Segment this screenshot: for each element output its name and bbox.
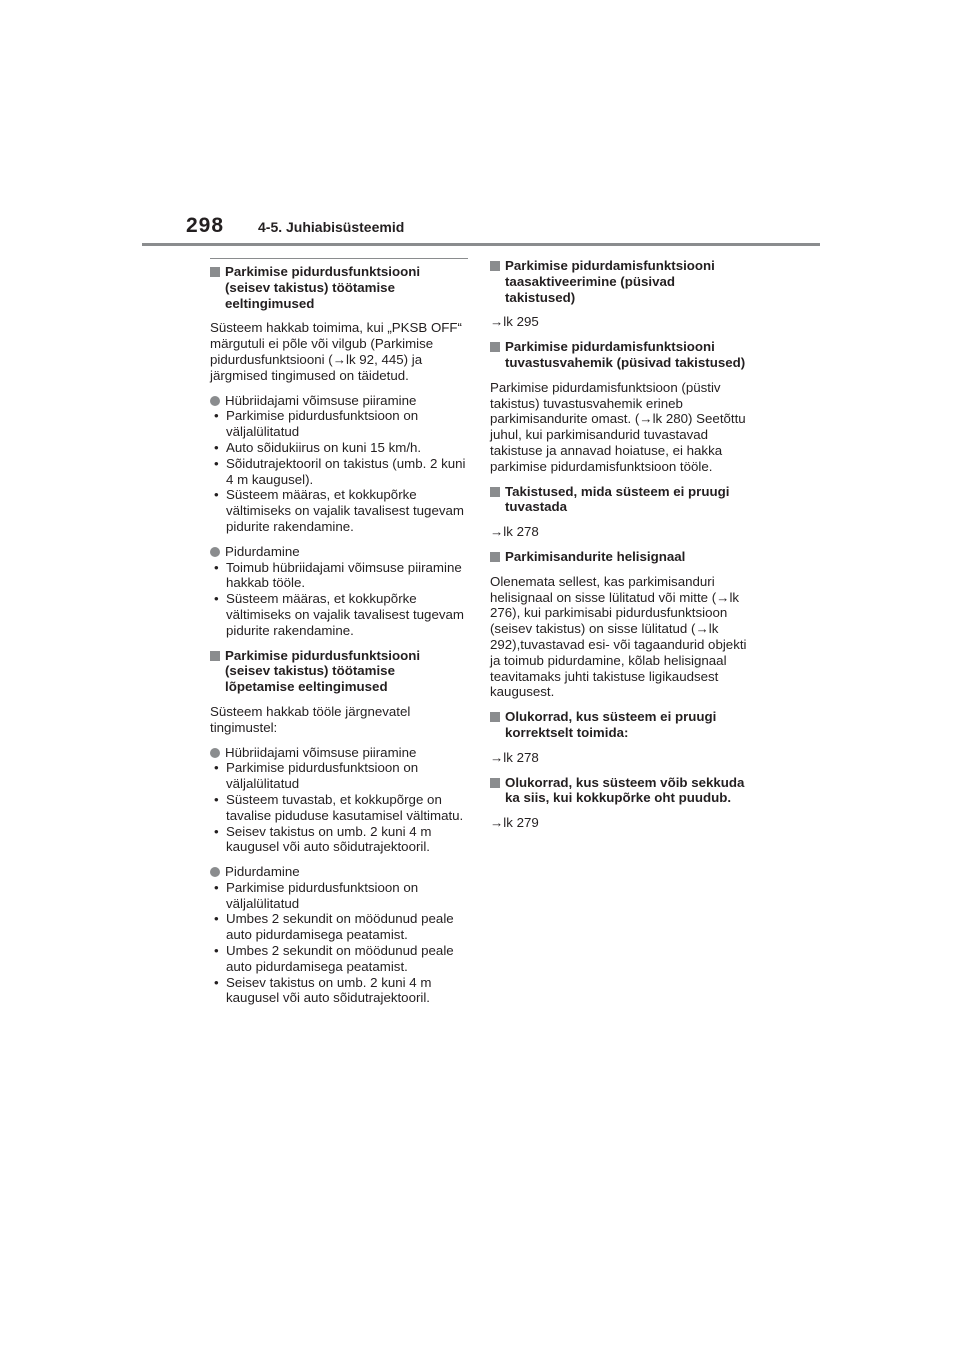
paragraph: Süsteem hakkab toimima, kui „PKSB OFF“ märgutuli ei põle või vilgub (Parkimise pidurdusfunktsiooni (→lk 92, 445) ja järgmised tingimused on täidetud. bbox=[210, 320, 462, 383]
column-divider bbox=[210, 258, 468, 259]
list-item: • Süsteem määras, et kokkupõrke vältimiseks on vajalik tavalisest tugevam pidurite rakendamine. bbox=[210, 591, 468, 638]
list-item: • Parkimise pidurdusfunktsioon on väljalülitatud bbox=[210, 760, 468, 792]
heading-text: Parkimise pidurdusfunktsiooni (seisev takistus) töötamise lõpetamise eeltingimused bbox=[225, 647, 421, 695]
heading-text: Parkimise pidurdamisfunktsiooni tuvastusvahemik (püsivad takistused) bbox=[505, 339, 746, 370]
square-marker-icon bbox=[490, 712, 500, 722]
condition-group bbox=[210, 544, 468, 639]
circle-marker-icon bbox=[210, 748, 220, 758]
group-title-text: Pidurdamine bbox=[225, 864, 300, 880]
list-item: • Umbes 2 sekundit on möödunud peale auto pidurdamisega peatamist. bbox=[210, 911, 468, 943]
page-reference[interactable]: →lk 279 bbox=[490, 815, 539, 831]
group-title-text: Hübriidajami võimsuse piiramine bbox=[225, 392, 417, 408]
section-heading bbox=[490, 709, 748, 741]
section-title: 4-5. Juhiabisüsteemid bbox=[258, 219, 405, 235]
left-column bbox=[210, 258, 468, 1015]
header-divider bbox=[142, 243, 820, 246]
section-heading bbox=[490, 484, 748, 516]
circle-marker-icon bbox=[210, 547, 220, 557]
page-header bbox=[0, 0, 960, 250]
condition-group bbox=[210, 745, 468, 856]
square-marker-icon bbox=[490, 342, 500, 352]
list-item: • Parkimise pidurdusfunktsioon on väljalülitatud bbox=[210, 880, 468, 912]
group-title-text: Pidurdamine bbox=[225, 543, 300, 559]
heading-text: Parkimise pidurdamisfunktsiooni taasaktiveerimine (püsivad takistused) bbox=[505, 258, 715, 305]
list-item: • Seisev takistus on umb. 2 kuni 4 m kaugusel või auto sõidutrajektooril. bbox=[210, 824, 468, 856]
heading-text: Parkimise pidurdusfunktsiooni (seisev takistus) töötamise eeltingimused bbox=[225, 264, 421, 311]
list-item: • Toimub hübriidajami võimsuse piiramine hakkab tööle. bbox=[210, 560, 468, 592]
page-reference[interactable]: →lk 295 bbox=[490, 314, 539, 330]
section-heading bbox=[210, 648, 468, 695]
square-marker-icon bbox=[490, 487, 500, 497]
section-heading bbox=[490, 339, 748, 371]
paragraph: Olenemata sellest, kas parkimisanduri helisignaal on sisse lülitatud või mitte (→lk 276), kui parkimisabi pidurdusfunktsioon (seisev takistus) on sisse lülitatud (→lk 292),tuvastavad esi- või tagaandurid objekti ja toimub pidurdamine, kõlab helisignaal teavitamaks juhti takistuse ligikaudsest kaugusest. bbox=[490, 573, 747, 700]
circle-marker-icon bbox=[210, 867, 220, 877]
square-marker-icon bbox=[490, 778, 500, 788]
section-heading bbox=[490, 775, 748, 807]
square-marker-icon bbox=[210, 651, 220, 661]
heading-text: Olukorrad, kus süsteem võib sekkuda ka siis, kui kokkupõrke oht puudub. bbox=[505, 774, 745, 806]
circle-marker-icon bbox=[210, 396, 220, 406]
condition-group bbox=[210, 864, 468, 1006]
group-title bbox=[210, 393, 468, 409]
group-title bbox=[210, 544, 468, 560]
square-marker-icon bbox=[490, 261, 500, 271]
condition-group bbox=[210, 393, 468, 535]
bullet-list bbox=[210, 880, 468, 1006]
paragraph: Süsteem hakkab tööle järgnevatel tingimustel: bbox=[210, 703, 411, 735]
square-marker-icon bbox=[210, 267, 220, 277]
list-item: • Süsteem määras, et kokkupõrke vältimiseks on vajalik tavalisest tugevam pidurite rakendamine. bbox=[210, 487, 468, 534]
group-title-text: Hübriidajami võimsuse piiramine bbox=[225, 744, 417, 760]
group-title bbox=[210, 745, 468, 761]
section-heading bbox=[490, 549, 748, 565]
heading-text: Olukorrad, kus süsteem ei pruugi korrektselt toimida: bbox=[505, 709, 717, 740]
heading-text: Parkimisandurite helisignaal bbox=[505, 548, 686, 564]
bullet-list bbox=[210, 408, 468, 534]
list-item: • Umbes 2 sekundit on möödunud peale auto pidurdamisega peatamist. bbox=[210, 943, 468, 975]
right-column bbox=[490, 258, 748, 840]
square-marker-icon bbox=[490, 552, 500, 562]
section-heading bbox=[210, 264, 468, 311]
list-item: • Sõidutrajektooril on takistus (umb. 2 kuni 4 m kaugusel). bbox=[210, 456, 468, 488]
bullet-list bbox=[210, 560, 468, 639]
list-item: • Auto sõidukiirus on kuni 15 km/h. bbox=[210, 440, 468, 456]
page-reference[interactable]: →lk 278 bbox=[490, 749, 539, 765]
list-item: • Seisev takistus on umb. 2 kuni 4 m kaugusel või auto sõidutrajektooril. bbox=[210, 975, 468, 1007]
page-number: 298 bbox=[186, 214, 225, 237]
page-reference[interactable]: →lk 278 bbox=[490, 524, 539, 540]
group-title bbox=[210, 864, 468, 880]
bullet-list bbox=[210, 760, 468, 855]
paragraph: Parkimise pidurdamisfunktsioon (püstiv takistus) tuvastusvahemik erineb parkimisandurite omast. (→lk 280) Seetõttu juhul, kui parkimisandurid tuvastavad takistuse ja annavad hoiatuse, ei hakka parkimise pidurdamisfunktsioon tööle. bbox=[490, 379, 746, 474]
list-item: • Parkimise pidurdusfunktsioon on väljalülitatud bbox=[210, 408, 468, 440]
section-heading bbox=[490, 258, 748, 305]
list-item: • Süsteem tuvastab, et kokkupõrge on tavalise piduduse kasutamisel vältimatu. bbox=[210, 792, 468, 824]
heading-text: Takistused, mida süsteem ei pruugi tuvastada bbox=[505, 483, 730, 515]
